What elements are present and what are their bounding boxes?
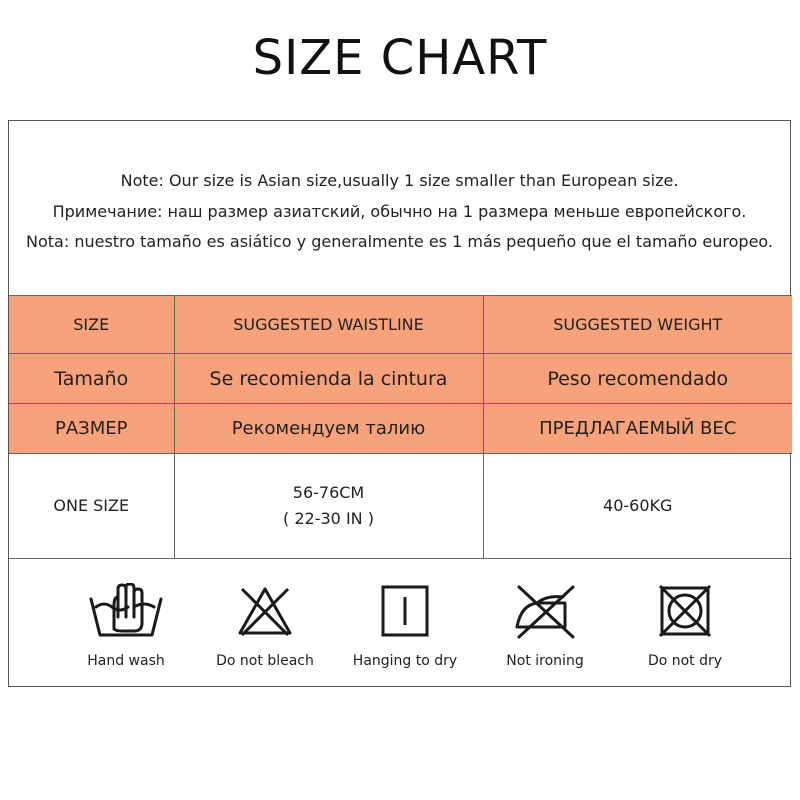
size-chart-box: [8, 120, 791, 687]
header-weight: SUGGESTED WEIGHT: [483, 296, 792, 354]
note-english: Note: Our size is Asian size,usually 1 size smaller than European size.: [120, 171, 679, 190]
header-size: SIZE: [9, 296, 174, 354]
waistline-cm: 56-76CM: [292, 483, 365, 502]
header-row-russian: [9, 404, 792, 454]
table-row: [9, 454, 792, 559]
care-item-no-iron: [475, 583, 615, 669]
hang-dry-icon: [380, 583, 430, 639]
header-size-ru: РАЗМЕР: [9, 404, 174, 454]
no-tumble-dry-icon: [656, 583, 714, 639]
waistline-in: ( 22-30 IN ): [283, 509, 374, 528]
care-label-hand-wash: Hand wash: [87, 653, 165, 669]
note-spanish: Nota: nuestro tamaño es asiático y generalmente es 1 más pequeño que el tamaño europeo.: [26, 232, 773, 251]
header-waistline-ru: Рекомендуем талию: [174, 404, 483, 454]
size-value: ONE SIZE: [9, 454, 174, 559]
care-label-no-iron: Not ironing: [506, 653, 584, 669]
no-bleach-icon: [236, 583, 294, 639]
header-weight-ru: ПРЕДЛАГАЕМЫЙ ВЕС: [483, 404, 792, 454]
waistline-value: [174, 454, 483, 559]
care-label-no-bleach: Do not bleach: [216, 653, 314, 669]
header-waistline-es: Se recomienda la cintura: [174, 354, 483, 404]
no-iron-icon: [513, 583, 577, 639]
header-row-spanish: [9, 354, 792, 404]
care-label-no-tumble-dry: Do not dry: [647, 653, 723, 669]
care-item-hang-dry: [335, 583, 475, 669]
weight-value: 40-60KG: [483, 454, 792, 559]
header-weight-es: Peso recomendado: [483, 354, 792, 404]
notes-section: [9, 121, 790, 296]
header-waistline: SUGGESTED WAISTLINE: [174, 296, 483, 354]
care-instructions: [9, 561, 790, 687]
care-item-no-tumble-dry: [615, 583, 755, 669]
size-table: [9, 295, 792, 559]
care-item-hand-wash: [56, 583, 196, 669]
care-item-no-bleach: [195, 583, 335, 669]
header-size-es: Tamaño: [9, 354, 174, 404]
hand-wash-icon: [88, 583, 164, 639]
care-label-hang-dry: Hanging to dry: [352, 653, 458, 669]
header-row-english: [9, 296, 792, 354]
page-title: SIZE CHART: [252, 30, 548, 86]
note-russian: Примечание: наш размер азиатский, обычно на 1 размера меньше европейского.: [52, 202, 747, 221]
